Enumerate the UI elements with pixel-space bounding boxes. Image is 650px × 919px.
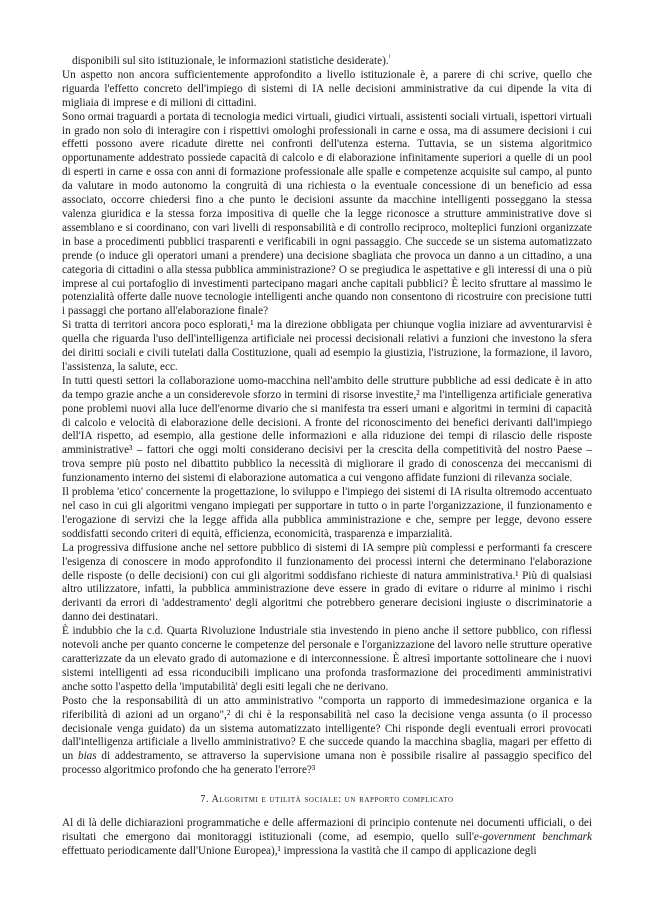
paragraph: La progressiva diffusione anche nel settore pubblico di sistemi di IA sempre più complessi e performanti fa crescere l'esigenza di conoscere in modo approfondito il funzionamento dei processi interni che determinano l'elaborazione delle risposte (o delle decisioni) con cui gli algoritmi soddisfano richieste di natura amministrativa.¹ Più di qualsiasi altro utilizzatore, infatti, la pubblica amministrazione deve essere in grado di evitare o ridurre al minimo i rischi derivanti da errori di 'addestramento' degli algoritmi che potrebbero generare decisioni ingiuste o discriminatorie a danno dei destinatari. [62,541,592,624]
italic-term: e-government benchmark [473,831,592,844]
italic-term: bias [77,750,97,763]
paragraph: Posto che la responsabilità di un atto amministrativo "comporta un rapporto di immedesimazione organica e la riferibilità di azioni ad un organo",² di chi è la responsabilità nel caso la decisione venga assunta (o il processo decisionale venga guidato) da un sistema automatizzato intelligente? Chi risponde degli eventuali errori provocati dall'intelligenza artificiale a livello amministrativo? E che succede quando la macchina sbaglia, magari per effetto di un bias di addestramento, se attraverso la supervisione umana non è possibile risalire al passaggio specifico del processo algoritmico profondo che ha generato l'errore?³ [62,694,592,777]
section-heading: 7. Algoritmi e utilità sociale: un rapporto complicato [200,794,454,806]
footnote-marker: ¹ [388,53,391,62]
body-text [62,55,592,859]
paragraph: È indubbio che la c.d. Quarta Rivoluzione Industriale stia investendo in pieno anche il settore pubblico, con riflessi notevoli anche per quanto concerne le competenze del personale e l'organizzazione del lavoro nelle strutture operative caratterizzate da un elevato grado di automazione e di interconnessione. È altresì importante sottolineare che i nuovi sistemi intelligenti ad essa riconducibili implicano una profonda trasformazione dei procedimenti amministrativi anche sotto l'aspetto della 'imputabilità' degli esiti legali che ne derivano. [62,625,592,693]
paragraph: In tutti questi settori la collaborazione uomo-macchina nell'ambito delle strutture pubbliche ad essi dedicate è in atto da tempo grazie anche a un considerevole sforzo in termini di risorse investite,² ma l'intelligenza artificiale generativa pone problemi nuovi alla luce dell'enorme divario che si manifesta tra esseri umani e algoritmi in termini di capacità di calcolo e velocità di elaborazione delle decisioni. A fronte del riconoscimento dei benefici derivanti dall'impiego dell'IA rispetto, ad esempio, alla gestione delle informazioni e alla riduzione dei tempi di rilascio delle risposte amministrative³ – fattori che oggi molti considerano decisivi per la crescita della competitività del nostro Paese – trova sempre più posto nel dibattito pubblico la necessità di migliorare il grado di conoscenza dei meccanismi di funzionamento interno dei sistemi di elaborazione automatica a cui vengono affidate funzioni di rilevanza sociale. [62,374,592,485]
paragraph-text: disponibili sul sito istituzionale, le informazioni statistiche desiderate). [72,55,389,67]
paragraph-continued [62,55,592,69]
paragraph [62,817,592,859]
paragraph-text: Al di là delle dichiarazioni programmatiche e delle affermazioni di principio contenute nei documenti ufficiali, o dei risultati che emergono dai monitoraggi istituzionali (come, ad esempio, quello sull' [62,817,592,844]
paragraph: Il problema 'etico' concernente la progettazione, lo sviluppo e l'impiego dei sistemi di IA risulta oltremodo accentuato nel caso in cui gli algoritmi vengano impiegati per supportare in tutto o in parte l'organizzazione, il funzionamento e l'erogazione di servizi che la legge affida alla pubblica amministrazione e che, sempre per legge, devono essere soddisfatti secondo criteri di equità, efficienza, economicità, trasparenza e imparzialità. [62,486,592,540]
paragraph-text: effettuato periodicamente dall'Unione Europea),¹ impressiona la vastità che il campo di applicazione degli [62,844,537,857]
paragraph: Sono ormai traguardi a portata di tecnologia medici virtuali, giudici virtuali, assistenti sociali virtuali, ispettori virtuali in grado non solo di interagire con i rispettivi omologhi professionali in carne e ossa, ma di assumere decisioni i cui effetti possono avere ricadute dirette nei confronti dell'utenza esterna. Tuttavia, se un sistema algoritmico opportunamente addestrato possiede capacità di calcolo e di elaborazione infinitamente superiori a quelle di un pool di esperti in carne e ossa con anni di formazione professionale alle spalle e competenze acquisite sul campo, al punto da valutare in modo autonomo la congruità di una richiesta o la eventuale concessione di un beneficio ad essa associato, occorre chiedersi fino a che punto le decisioni assunte da macchine intelligenti posseggano la stessa valenza giuridica e la stessa forza impositiva di quelle che la legge riconosce a strutture amministrative dove si assemblano e si coordinano, con vari livelli di responsabilità e di controllo reciproco, molteplici funzioni organizzate in base a procedimenti pubblici trasparenti e verificabili in ogni passaggio. Che succede se un sistema automatizzato prende (o induce gli operatori umani a prendere) una decisione sbagliata che provoca un danno a un cittadino, a una categoria di cittadini o alla stessa pubblica amministrazione? O se pregiudica le aspettative e gli interessi di una o più imprese al cui portafoglio di investimenti partecipano magari anche capitali pubblici? È lecito sfruttare al massimo le potenzialità offerte dalle nuove tecnologie intelligenti anche quando non consentono di ricostruire con precisione tutti i passaggi che portano all'elaborazione finale? [62,110,592,318]
paragraph: Un aspetto non ancora sufficientemente approfondito a livello istituzionale è, a parere di chi scrive, quello che riguarda l'effetto concreto dell'impiego di sistemi di IA nelle decisioni amministrative da cui dipende la vita di migliaia di imprese e di milioni di cittadini. [62,68,592,109]
paragraph: Si tratta di territori ancora poco esplorati,¹ ma la direzione obbligata per chiunque voglia iniziare ad avventurarvisi è quella che riguarda l'uso dell'intelligenza artificiale nei processi decisionali relativi a funzioni che investono la sfera dei diritti sociali e civili tutelati dalla Costituzione, quali ad esempio la giustizia, l'istruzione, la formazione, il lavoro, l'assistenza, la salute, ecc. [62,319,592,373]
